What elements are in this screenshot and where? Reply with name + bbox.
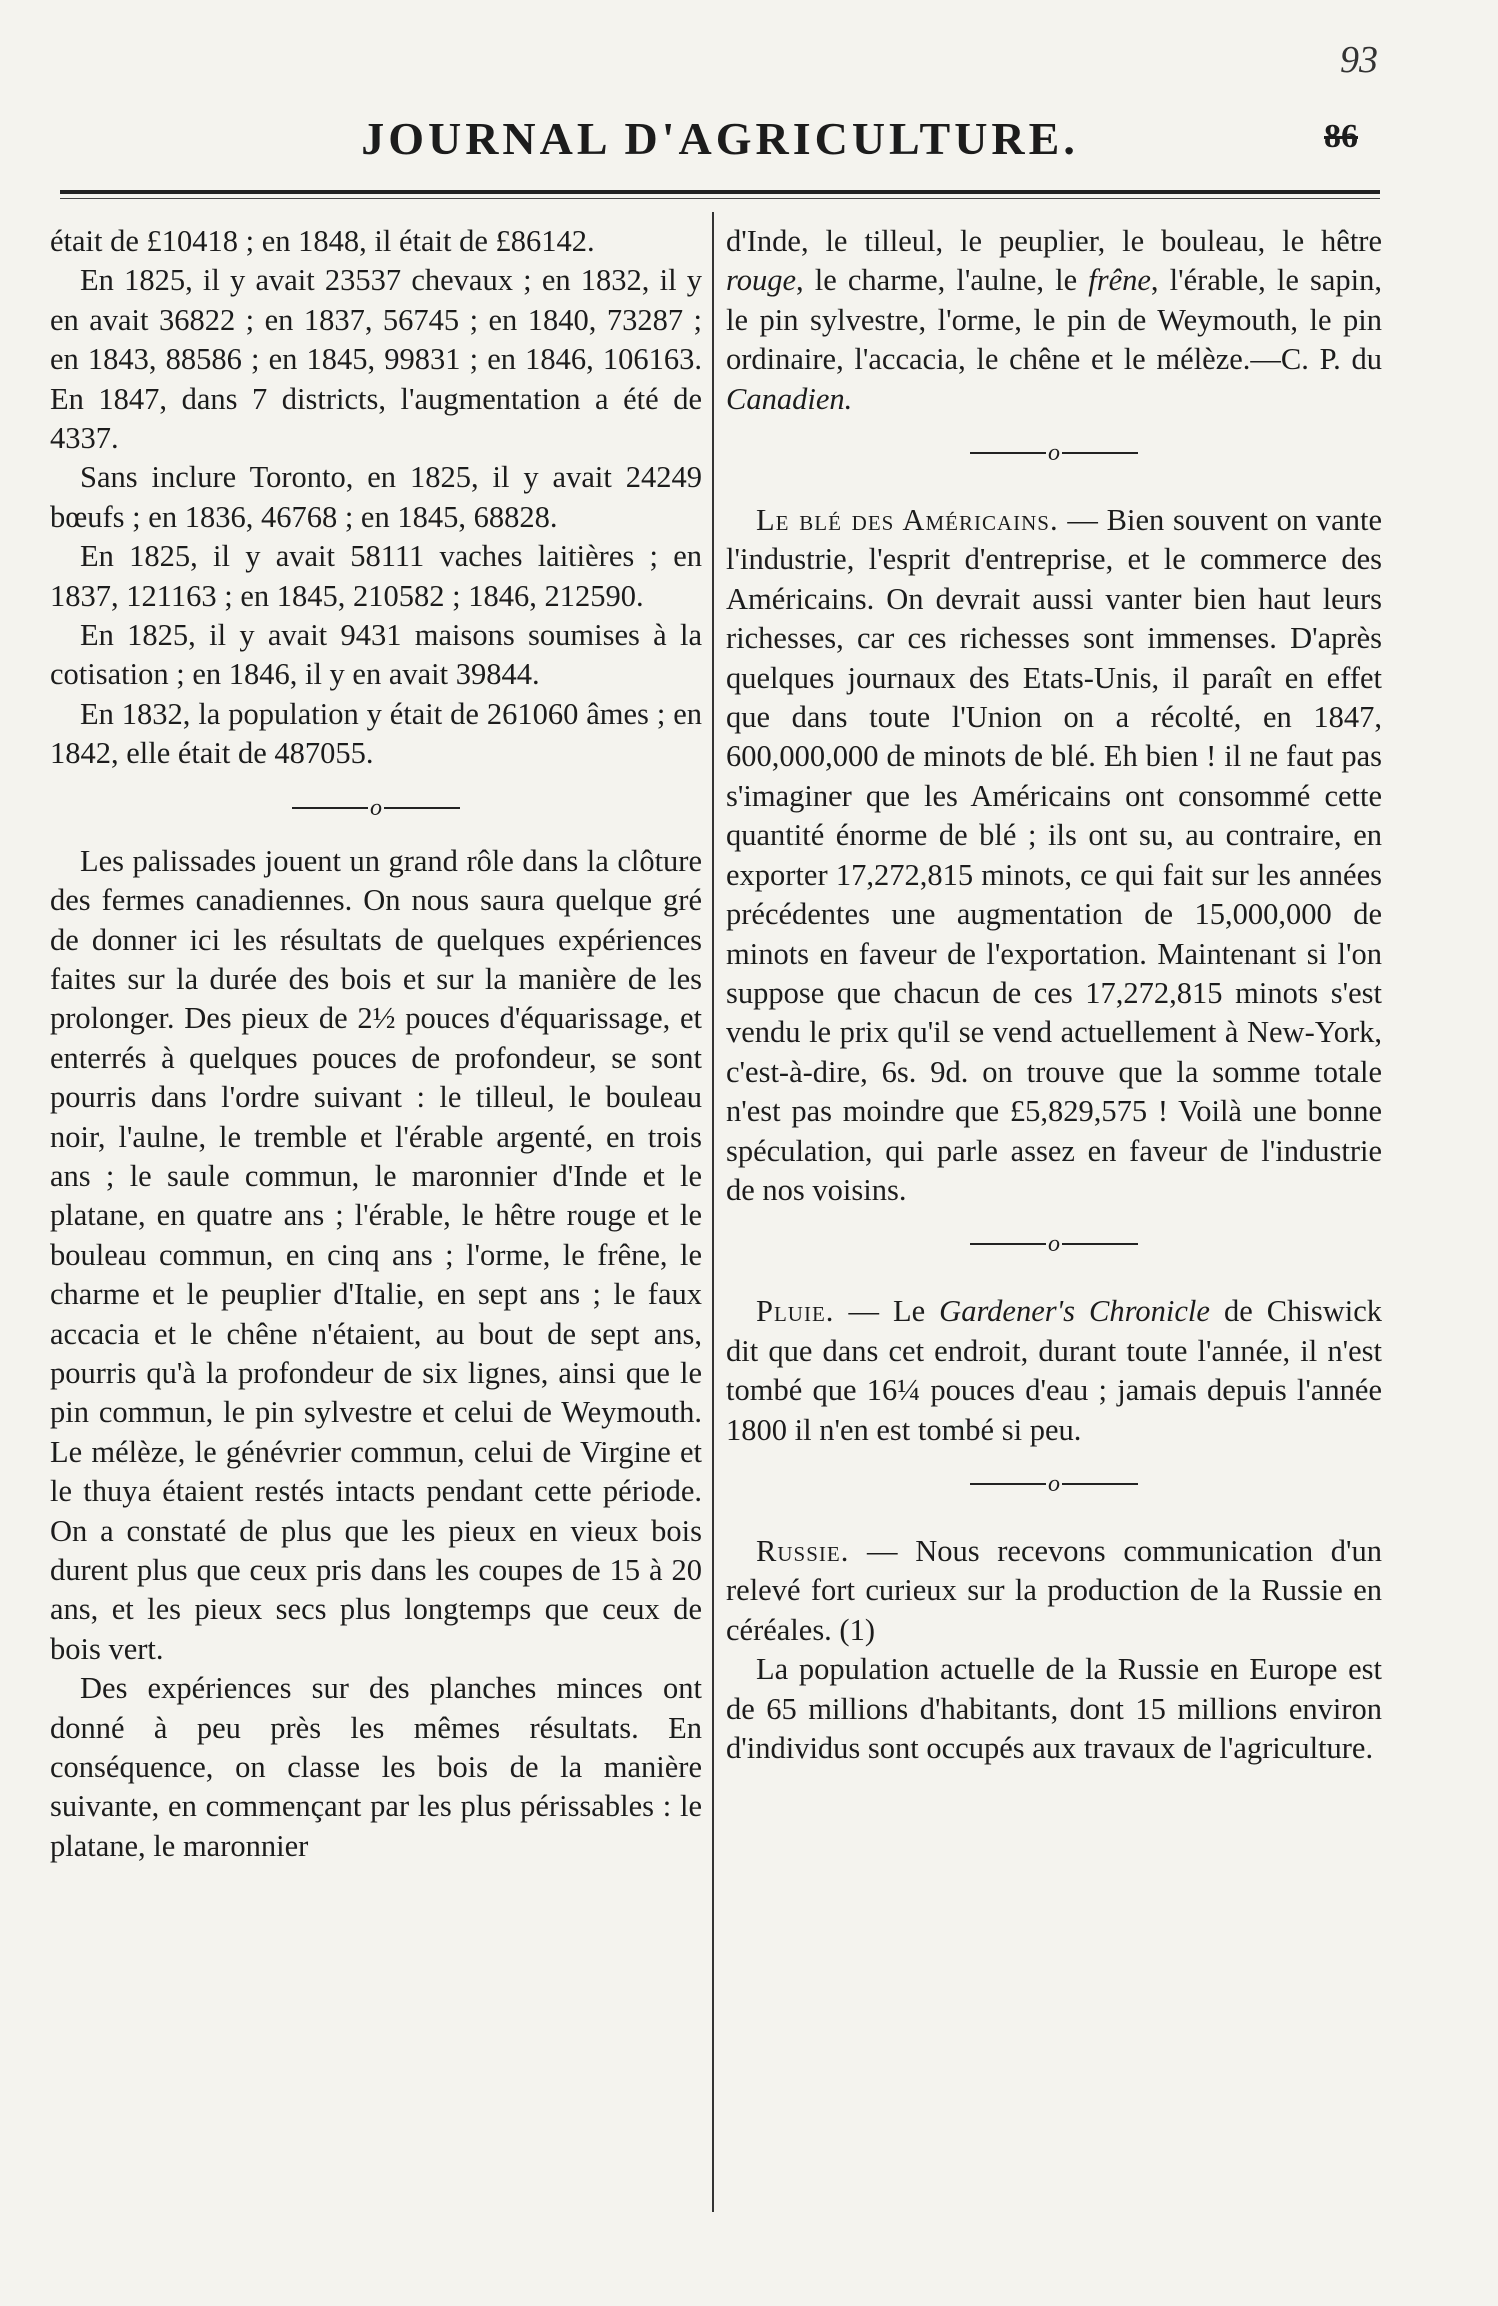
header-rule-thin [60,198,1380,199]
section-separator [50,774,702,842]
header-rule [60,190,1380,194]
article-title: Le blé des Américains. [756,503,1059,538]
article-title: Russie. [756,1533,850,1568]
column-divider [712,212,714,2212]
section-separator: o [726,1210,1382,1278]
paragraph: La population actuelle de la Russie en Europe est de 65 millions d'habitants, dont 15 millions environ d'individus sont occupés aux travaux de l'agriculture. [726,1652,1382,1765]
paragraph: En 1832, la population y était de 261060 âmes ; en 1842, elle était de 487055. [50,696,702,771]
article-ble-americains: Le blé des Américains. — Bien souvent on vante l'industrie, l'esprit d'entreprise, et le commerce des Américains. On devrait aussi vanter bien haut leurs richesses, car ces richesses sont immenses. D'après quelques journaux des Etats-Unis, il paraît en effet que dans toute l'Union on a récolté, en 1847, 600,000,000 de minots de blé. Eh bien ! il ne faut pas s'imaginer que les Américains ont consommé cette quantité énorme de blé ; ils ont su, au contraire, en exporter 17,272,815 minots, ce qui fait sur les années précédentes une augmentation de 15,000,000 de minots en faveur de l'exportation. Maintenant si l'on suppose que chacun de ces 17,272,815 minots s'est vendu le prix qu'il se vend actuellement à New-York, c'est-à-dire, 6s. 9d. on trouve que la somme totale n'est pas moindre que £5,829,575 ! Voilà une bonne spéculation, qui parle assez en faveur de l'industrie de nos voisins. [726,503,1382,1207]
article-title: Pluie. [756,1294,835,1329]
folio-number: 86 [1324,118,1358,155]
page-header [60,112,1380,165]
paragraph: En 1825, il y avait 23537 chevaux ; en 1832, il y en avait 36822 ; en 1837, 56745 ; en 1840, 73287 ; en 1843, 88586 ; en 1845, 99831 ; en 1846, 106163. En 1847, dans 7 districts, l'augmentation a été de 4337. [50,263,702,456]
paragraph: d'Inde, le tilleul, le peuplier, le bouleau, le hêtre rouge, le charme, l'aulne, le frêne, l'érable, le sapin, le pin sylvestre, l'orme, le pin de Weymouth, le pin ordinaire, l'accacia, le chêne et le mélèze.—C. P. du Canadien. [726,224,1382,416]
paragraph: Les palissades jouent un grand rôle dans la clôture des fermes canadiennes. On nous saura quelque gré de donner ici les résultats de quelques expériences faites sur la durée des bois et sur la manière de les prolonger. Des pieux de 2½ pouces d'équarissage, et enterrés à quelques pouces de profondeur, se sont pourris dans l'ordre suivant : le tilleul, le bouleau noir, l'aulne, le tremble et l'érable argenté, en trois ans ; le saule commun, le maronnier d'Inde et le platane, en quatre ans ; l'érable, le hêtre rouge et le bouleau commun, en cinq ans ; l'orme, le frêne, le charme et le peuplier d'Italie, en sept ans ; le faux accacia et le chêne n'étaient, au bout de sept ans, pourris qu'à la profondeur de six lignes, ainsi que le pin commun, le pin sylvestre et celui de Weymouth. Le mélèze, le génévrier commun, celui de Virgine et le thuya étaient restés intacts pendant cette période. On a constaté de plus que les pieux en vieux bois durent plus que ceux pris dans les coupes de 15 à 20 ans, et les pieux secs plus longtemps que ceux de bois vert. [50,843,702,1666]
paragraph: En 1825, il y avait 9431 maisons soumises à la cotisation ; en 1846, il y en avait 39844. [50,618,702,692]
paragraph: Des expériences sur des planches minces ont donné à peu près les mêmes résultats. En conséquence, on classe les bois de la manière suivante, en commençant par les plus périssables : le platane, le maronnier [50,1671,702,1863]
paragraph: était de £10418 ; en 1848, il était de £86142. [50,224,595,258]
left-column [50,222,702,1866]
handwritten-page-number: 93 [1340,39,1378,81]
right-column [726,222,1382,1768]
section-separator: o [726,1450,1382,1518]
paragraph: En 1825, il y avait 58111 vaches laitières ; en 1837, 121163 ; en 1845, 210582 ; 1846, 212590. [50,539,702,613]
paragraph: Sans inclure Toronto, en 1825, il y avait 24249 bœufs ; en 1836, 46768 ; en 1845, 68828. [50,460,702,534]
running-head: JOURNAL D'AGRICULTURE. [361,113,1079,164]
article-pluie: Pluie. — Le Gardener's Chronicle de Chiswick dit que dans cet endroit, durant toute l'année, il n'est tombé que 16¼ pouces d'eau ; jamais depuis l'année 1800 il n'en est tombé si peu. [726,1294,1382,1447]
section-separator: o [726,419,1382,487]
article-russie: Russie. — Nous recevons communication d'un relevé fort curieux sur la production de la Russie en céréales. (1) [726,1533,1382,1647]
separator-mark: o [370,794,382,821]
